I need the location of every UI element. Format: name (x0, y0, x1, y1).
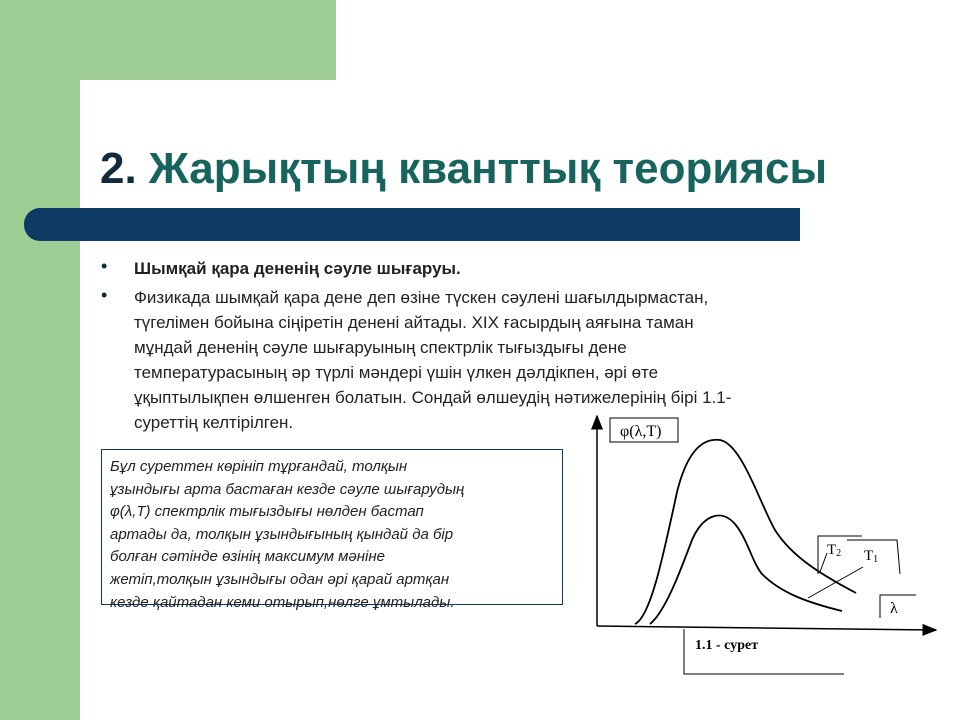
callout-line: артады да, толқын ұзындығының қындай да бір (110, 525, 454, 543)
title-text: Жарықтың кванттық теориясы (136, 144, 828, 193)
x-axis-label: λ (890, 600, 898, 617)
y-axis-label: φ(λ,T) (620, 423, 662, 440)
callout-line: Бұл суреттен көрініп тұрғандай, толқын (110, 458, 408, 475)
figure-caption: 1.1 - сурет (695, 638, 759, 653)
bullet-marker: • (101, 285, 108, 305)
paragraph-line: суреттің келтірілген. (134, 413, 294, 432)
green-side-strip (0, 0, 80, 720)
slide-title (100, 144, 827, 194)
x-axis (597, 626, 936, 630)
callout-line: болған сәтінде өзінің максимум мәніне (110, 548, 385, 566)
paragraph-line: температурасының әр түрлі мәндері үшін үлкен дәлдікпен, әрі өте (134, 363, 659, 382)
title-number: 2. (100, 144, 137, 193)
paragraph-line: мұндай дененің сәуле шығаруының спектрлік тығыздығы дене (134, 338, 627, 357)
paragraph-line: түгелімен бойына сіңіретін денені айтады. XIX ғасырдың аяғына таман (134, 313, 694, 332)
paragraph-line: ұқыптылықпен өлшенген болатын. Сондай өлшеудің нәтижелерінің бірі 1.1- (134, 388, 732, 407)
green-top-block (0, 0, 336, 80)
spectral-density-figure (580, 412, 944, 684)
callout-line: ұзындығы арта бастаған кезде сәуле шығарудың (110, 480, 465, 498)
paragraph-line: Физикада шымқай қара дене деп өзіне түскен сәулені шағылдырмастан, (134, 288, 709, 307)
callout-box (101, 449, 563, 611)
bullet-heading: Шымқай қара дененің сәуле шығаруы. (134, 259, 461, 278)
t1-label: T1 (864, 548, 879, 565)
title-underline-bar (24, 208, 800, 241)
t2-label: T2 (827, 542, 842, 559)
callout-line: φ(λ,T) спектрлік тығыздығы нөлден бастап (110, 503, 424, 521)
bullet-marker: • (101, 256, 108, 276)
callout-line: жетіп,толқын ұзындығы одан әрі қарай артқан (110, 570, 450, 588)
x-label-box (880, 595, 916, 618)
curve-t1 (650, 515, 842, 624)
callout-line: кезде қайтадан кеми отырып,нөлге ұмтылады. (110, 593, 455, 611)
leader-line-t2 (820, 553, 827, 572)
